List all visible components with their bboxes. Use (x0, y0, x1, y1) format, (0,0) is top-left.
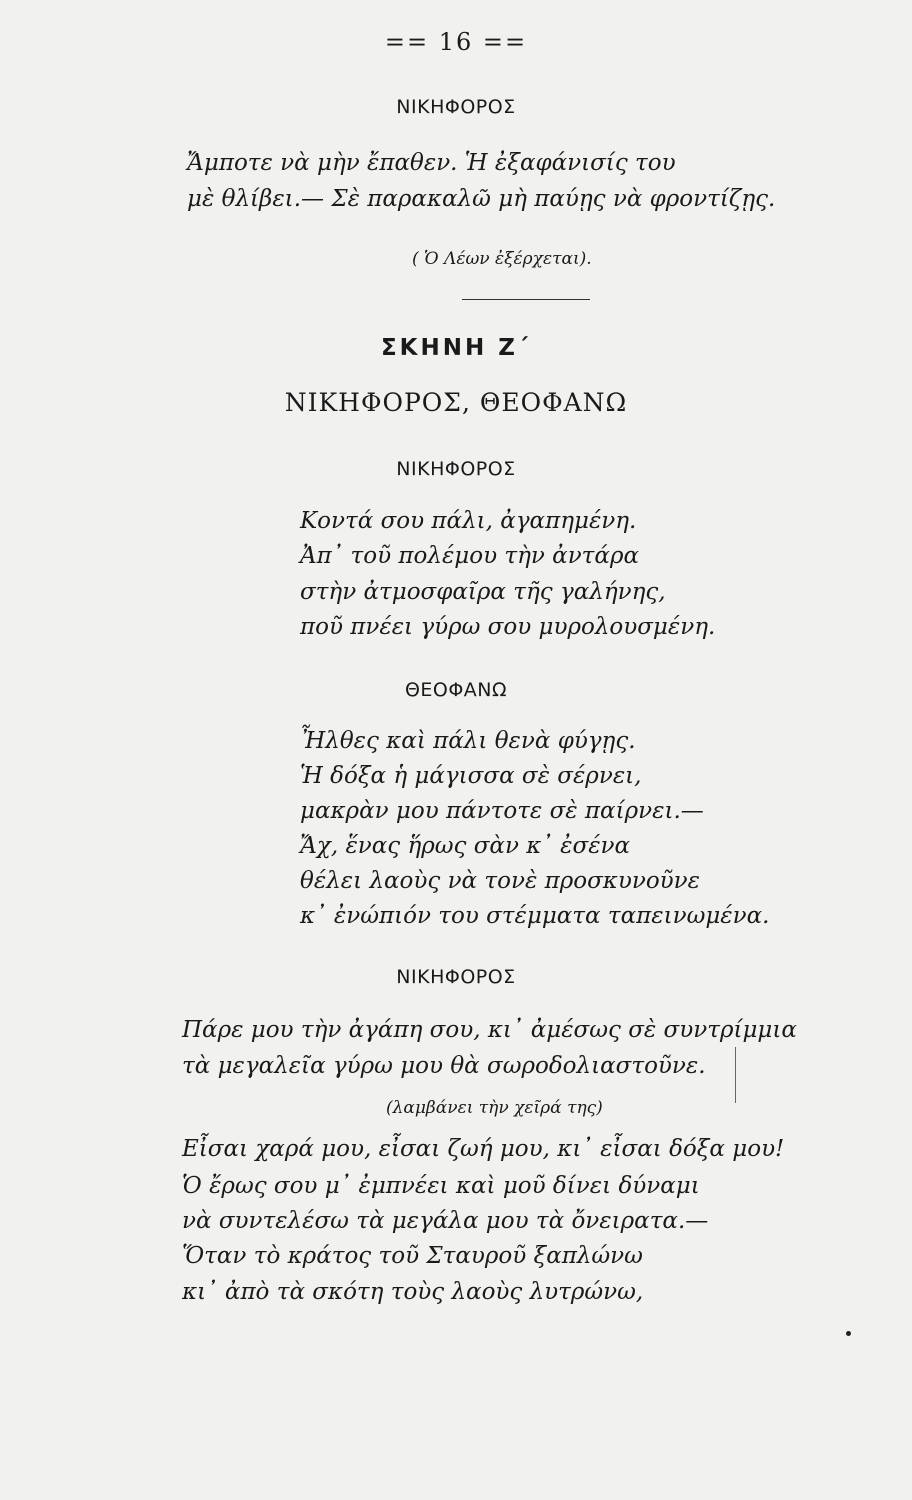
margin-mark (735, 1047, 736, 1103)
verse-line: ποῦ πνέει γύρω σου μυρολουσμένη. (300, 614, 716, 640)
speaker-heading: ΘΕΟΦΑΝΩ (404, 679, 508, 701)
verse-line: Πάρε μου τὴν ἀγάπη σου, κι᾽ ἀμέσως σὲ συντρίμμια (182, 1017, 797, 1043)
stage-direction: ( Ὁ Λέων ἐξέρχεται). (412, 249, 592, 269)
verse-line: Ἄχ, ἕνας ἥρως σὰν κ᾽ ἐσένα (300, 833, 631, 859)
verse-line: Ὁ ἔρως σου μ᾽ ἐμπνέει καὶ μοῦ δίνει δύναμι (182, 1173, 700, 1199)
ink-speck (846, 1331, 851, 1336)
verse-line: μακρὰν μου πάντοτε σὲ παίρνει.— (300, 798, 704, 824)
speaker-heading: ΝΙΚΗΦΟΡΟΣ (396, 96, 516, 118)
verse-line: Ἀπ᾽ τοῦ πολέμου τὴν ἀντάρα (300, 543, 639, 569)
verse-line: Εἶσαι χαρά μου, εἶσαι ζωή μου, κι᾽ εἶσαι δόξα μου! (182, 1136, 785, 1162)
verse-line: τὰ μεγαλεῖα γύρω μου θὰ σωροδολιαστοῦνε. (182, 1053, 706, 1079)
verse-line: Ὅταν τὸ κράτος τοῦ Σταυροῦ ξαπλώνω (182, 1243, 643, 1269)
verse-line: μὲ θλίβει.— Σὲ παρακαλῶ μὴ παύῃς νὰ φροντίζῃς. (187, 186, 776, 212)
verse-line: θέλει λαοὺς νὰ τονὲ προσκυνοῦνε (300, 868, 700, 894)
verse-line: νὰ συντελέσω τὰ μεγάλα μου τὰ ὄνειρατα.— (182, 1208, 709, 1234)
verse-line: Ἡ δόξα ἡ μάγισσα σὲ σέρνει, (300, 763, 642, 789)
verse-line: Ἄμποτε νὰ μὴν ἔπαθεν. Ἡ ἐξαφάνισίς του (187, 150, 676, 176)
verse-line: κ᾽ ἐνώπιόν του στέμματα ταπεινωμένα. (300, 903, 770, 929)
speaker-heading: ΝΙΚΗΦΟΡΟΣ (396, 966, 516, 988)
verse-line: Κοντά σου πάλι, ἀγαπημένη. (300, 508, 637, 534)
verse-line: Ἦλθες καὶ πάλι θενὰ φύγῃς. (300, 728, 636, 754)
scene-characters: ΝΙΚΗΦΟΡΟΣ, ΘΕΟΦΑΝΩ (284, 388, 628, 417)
verse-line: στὴν ἀτμοσφαῖρα τῆς γαλήνης, (300, 579, 666, 605)
page-number: == 16 == (384, 28, 528, 56)
verse-line: κι᾽ ἀπὸ τὰ σκότη τοὺς λαοὺς λυτρώνω, (182, 1279, 644, 1305)
section-rule (462, 299, 590, 300)
scene-title: ΣΚΗΝΗ Ζ΄ (380, 335, 532, 361)
speaker-heading: ΝΙΚΗΦΟΡΟΣ (396, 458, 516, 480)
stage-direction: (λαμβάνει τὴν χεῖρά της) (386, 1098, 603, 1118)
